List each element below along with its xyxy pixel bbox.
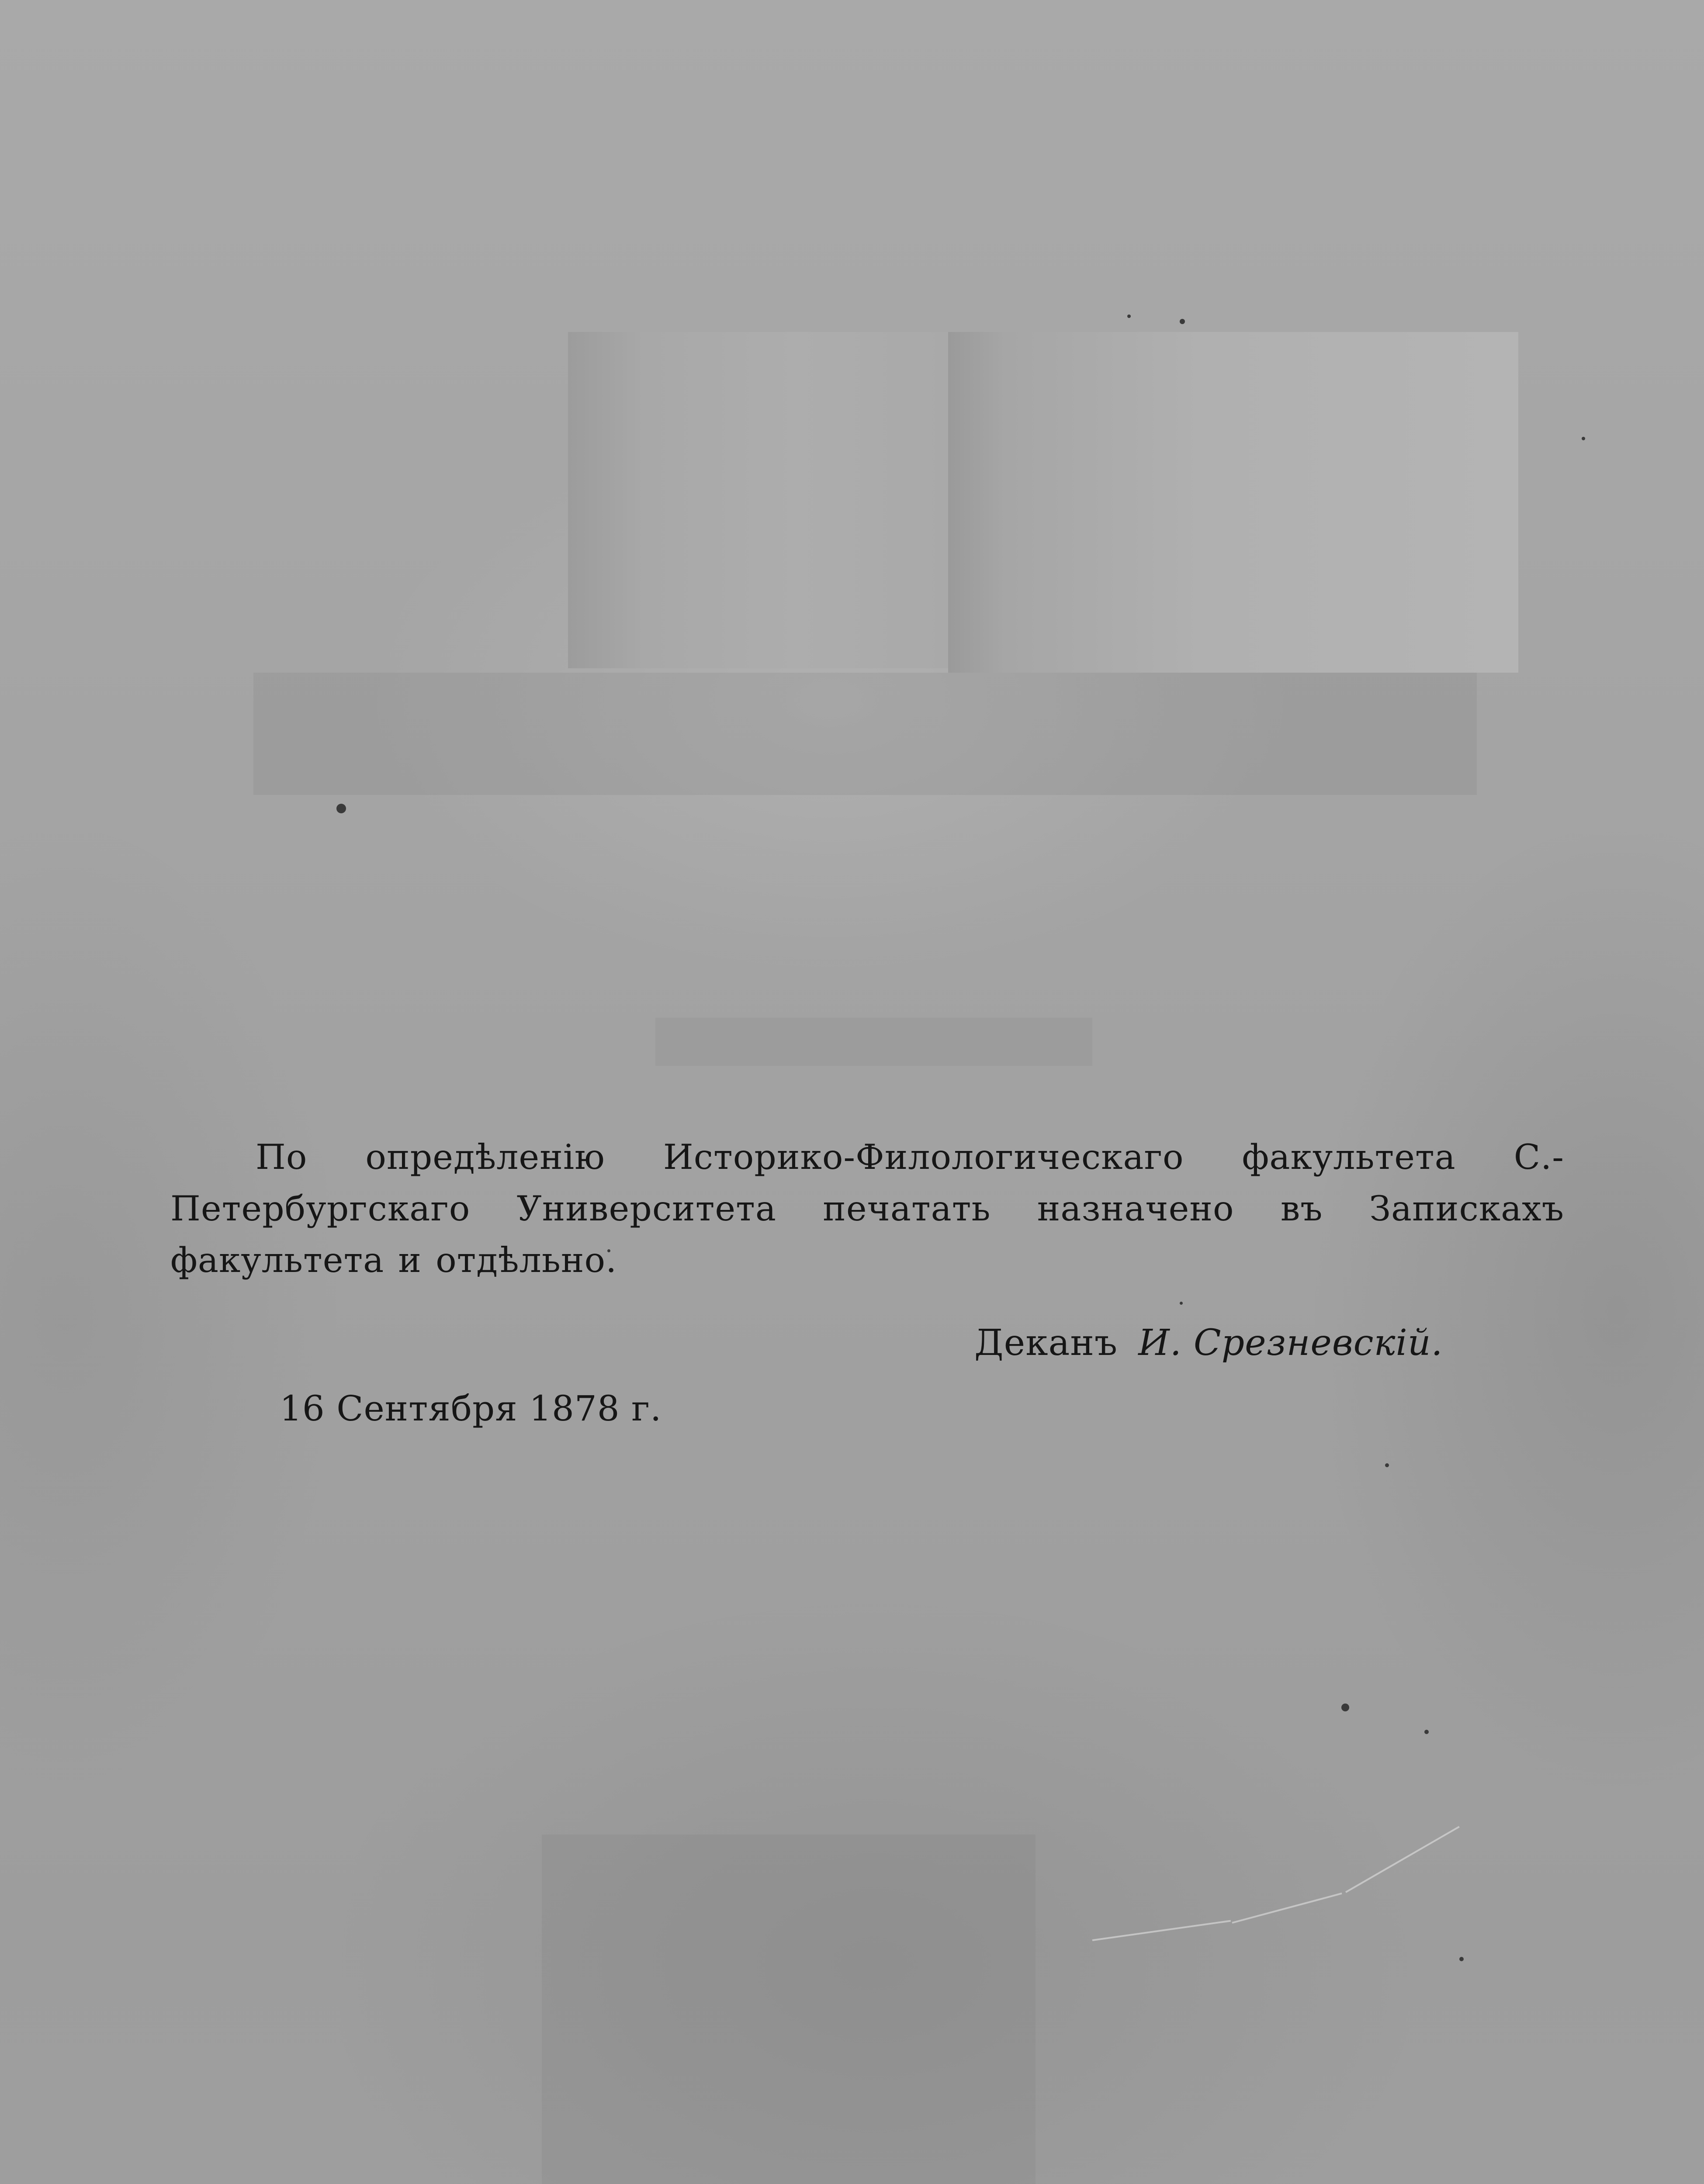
signature-name: И. Срезневскій. — [1138, 1322, 1443, 1364]
paper-speck — [336, 804, 346, 813]
paper-speck — [1424, 1730, 1429, 1734]
blank-patch-left — [568, 332, 948, 668]
paper-speck — [1341, 1704, 1349, 1711]
approval-paragraph: По опредѣленію Историко-Филологическаго факультета С.-Петербургскаго Университета печатать назначено въ Запискахъ факультета и отдѣльно. — [170, 1137, 1564, 1280]
signature-title: Деканъ — [974, 1322, 1118, 1364]
paper-crease — [1345, 1826, 1460, 1893]
paper-speck — [1582, 437, 1585, 440]
dean-signature — [974, 1319, 1455, 1367]
approval-date: 16 Сентября 1878 г. — [280, 1388, 662, 1429]
paper-crease — [1232, 1893, 1342, 1924]
paper-speck — [1459, 1957, 1464, 1961]
blank-patch-right — [948, 332, 1518, 673]
bleed-through-band — [253, 673, 1477, 795]
paper-speck — [1180, 319, 1185, 324]
bleed-through-patch-bottom — [542, 1835, 1036, 2184]
bleed-through-band-small — [655, 1018, 1092, 1066]
approval-notice — [170, 1131, 1564, 1286]
paper-crease — [1092, 1920, 1231, 1941]
paper-speck — [1180, 1302, 1183, 1305]
paper-speck — [1127, 314, 1131, 318]
paper-speck — [1385, 1463, 1389, 1467]
